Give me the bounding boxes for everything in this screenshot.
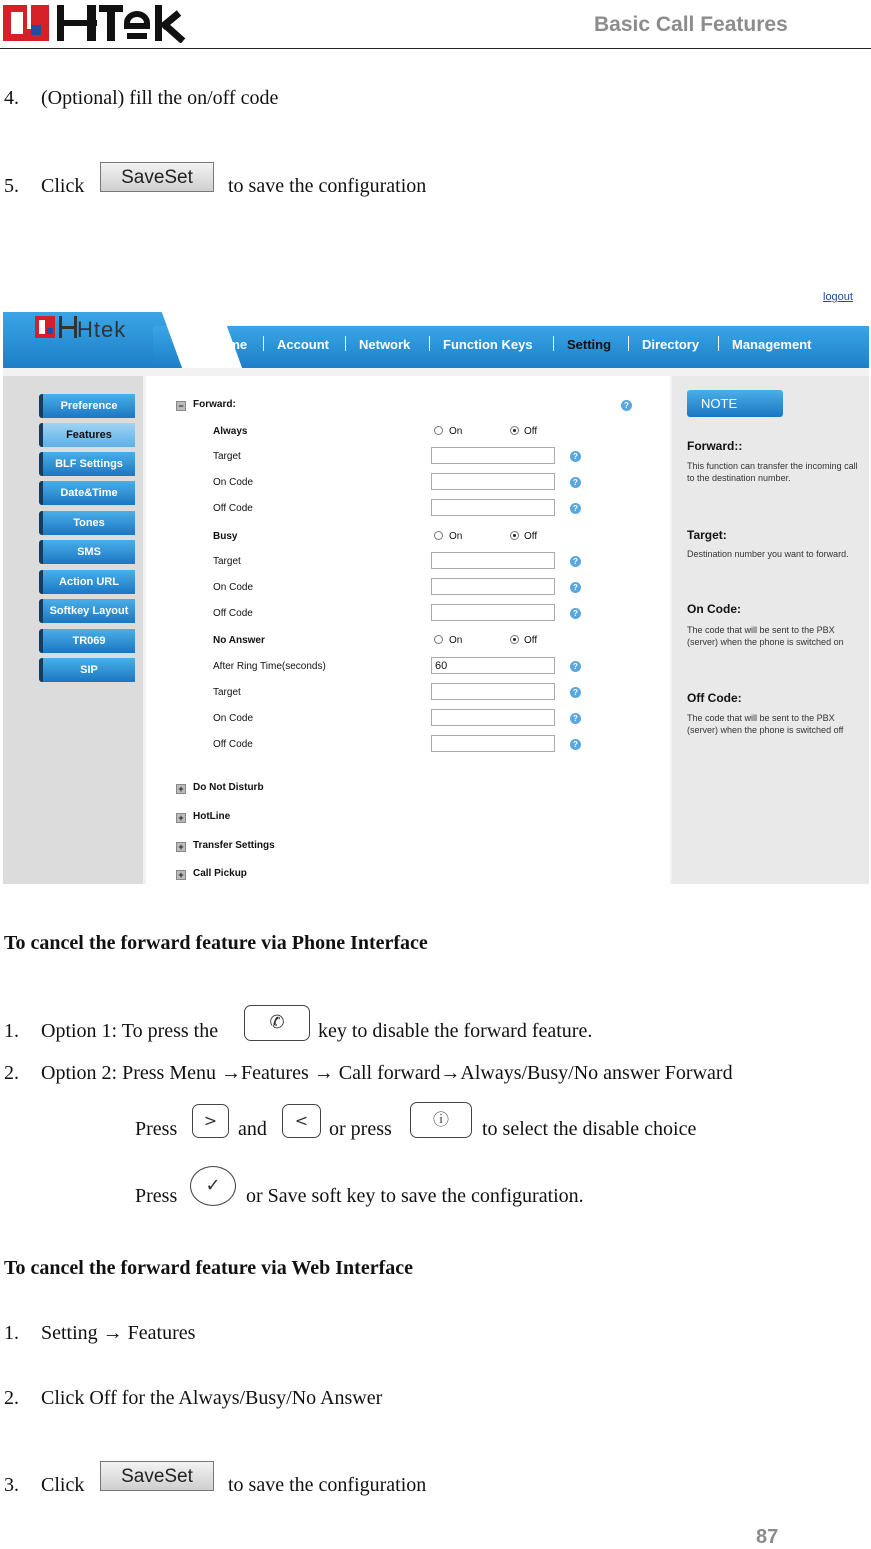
on-code-label: On Code — [213, 713, 254, 724]
always-on-radio[interactable] — [434, 426, 443, 435]
help-icon[interactable]: ? — [570, 739, 581, 750]
on-label: On — [449, 426, 463, 437]
help-icon[interactable]: ? — [621, 400, 632, 411]
busy-off-radio[interactable] — [510, 531, 519, 540]
help-icon[interactable]: ? — [570, 687, 581, 698]
sidebar-item-tr069[interactable]: TR069 — [39, 629, 135, 653]
sidebar-item-features[interactable]: Features — [39, 423, 135, 447]
save-text: or Save soft key to save the configuration. — [246, 1185, 584, 1207]
always-off-radio[interactable] — [510, 426, 519, 435]
note-button: NOTE — [687, 390, 783, 417]
forward-key-icon: ✆ — [244, 1005, 310, 1041]
busy-on-code-input[interactable] — [431, 578, 555, 595]
web-step-1-number: 1. — [4, 1322, 19, 1344]
nav-separator — [553, 336, 554, 351]
help-icon[interactable]: ? — [570, 608, 581, 619]
sidebar-item-softkey-layout[interactable]: Softkey Layout — [39, 599, 135, 623]
note-oncode-title: On Code: — [687, 602, 741, 616]
nav-separator — [429, 336, 430, 351]
ring-time-input[interactable]: 60 — [431, 657, 555, 674]
ok-key-icon: ✓ — [190, 1166, 236, 1206]
note-forward-title: Forward:: — [687, 439, 743, 453]
help-icon[interactable]: ? — [570, 556, 581, 567]
document-title: Basic Call Features — [594, 13, 788, 36]
nav-separator — [263, 336, 264, 351]
help-icon[interactable]: ? — [570, 503, 581, 514]
step-number: 5. — [4, 175, 19, 197]
no-answer-on-code-input[interactable] — [431, 709, 555, 726]
off-label: Off — [524, 426, 538, 437]
always-off-code-input[interactable] — [431, 499, 555, 516]
target-label: Target — [213, 451, 241, 462]
always-label: Always — [213, 426, 248, 437]
nav-setting[interactable]: Setting — [567, 337, 612, 352]
htek-logo — [3, 3, 193, 43]
ring-time-label: After Ring Time(seconds) — [213, 661, 326, 672]
web-step-3-click: Click — [41, 1474, 85, 1496]
and-label: and — [238, 1118, 267, 1140]
always-on-code-input[interactable] — [431, 473, 555, 490]
help-icon[interactable]: ? — [570, 477, 581, 488]
on-label: On — [449, 635, 463, 646]
nav-function-keys[interactable]: Function Keys — [443, 337, 533, 352]
saveset-button[interactable] — [100, 162, 214, 192]
press-label: Press — [135, 1185, 178, 1207]
phone-section-heading: To cancel the forward feature via Phone Interface — [4, 932, 428, 954]
nav-separator — [628, 336, 629, 351]
sidebar-item-tones[interactable]: Tones — [39, 511, 135, 535]
nav-network[interactable]: Network — [359, 337, 411, 352]
info-key-icon: ⓘ — [410, 1102, 472, 1138]
expand-icon[interactable]: + — [176, 870, 186, 880]
option-1-text: Option 1: To press the — [41, 1020, 219, 1042]
no-answer-off-code-input[interactable] — [431, 735, 555, 752]
expand-icon[interactable]: + — [176, 813, 186, 823]
option-1-number: 1. — [4, 1020, 19, 1042]
nav-account[interactable]: Account — [277, 337, 329, 352]
no-answer-label: No Answer — [213, 635, 265, 646]
nav-management[interactable]: Management — [732, 337, 812, 352]
nav-home[interactable]: Home — [211, 337, 248, 352]
page-number: 87 — [756, 1526, 779, 1548]
help-icon[interactable]: ? — [570, 661, 581, 672]
sidebar-item-preference[interactable]: Preference — [39, 394, 135, 418]
forward-header: Forward: — [193, 399, 236, 410]
saveset-label: SaveSet — [100, 1461, 214, 1491]
sidebar-item-sip[interactable]: SIP — [39, 658, 135, 682]
section-transfer-settings[interactable]: Transfer Settings — [193, 840, 275, 851]
left-arrow-key-icon: < — [282, 1104, 321, 1138]
off-code-label: Off Code — [213, 503, 253, 514]
section-do-not-disturb[interactable]: Do Not Disturb — [193, 782, 264, 793]
sidebar-item-blf-settings[interactable]: BLF Settings — [39, 452, 135, 476]
nav-separator — [718, 336, 719, 351]
busy-on-radio[interactable] — [434, 531, 443, 540]
busy-off-code-input[interactable] — [431, 604, 555, 621]
select-text: to select the disable choice — [482, 1118, 697, 1140]
right-arrow-key-icon: > — [192, 1104, 229, 1138]
web-step-1-text: Setting → Features — [41, 1322, 196, 1344]
no-answer-target-input[interactable] — [431, 683, 555, 700]
help-icon[interactable]: ? — [570, 713, 581, 724]
section-hotline[interactable]: HotLine — [193, 811, 231, 822]
note-oncode-text: The code that will be sent to the PBX (server) when the phone is switched on — [687, 625, 844, 647]
saveset-label: SaveSet — [100, 162, 214, 192]
step-text: to save the configuration — [228, 175, 427, 197]
section-call-pickup[interactable]: Call Pickup — [193, 868, 247, 879]
expand-icon[interactable]: + — [176, 842, 186, 852]
option-1-post: key to disable the forward feature. — [318, 1020, 593, 1042]
saveset-button[interactable] — [100, 1461, 214, 1491]
or-press-label: or press — [329, 1118, 392, 1140]
option-2-text: Option 2: Press Menu →Features → Call forward→Always/Busy/No answer Forward — [41, 1062, 733, 1084]
step-text: Click — [41, 175, 85, 197]
web-ui-screenshot — [3, 288, 869, 884]
web-step-3-number: 3. — [4, 1474, 19, 1496]
sidebar-item-sms[interactable]: SMS — [39, 540, 135, 564]
target-label: Target — [213, 556, 241, 567]
header-divider — [0, 48, 871, 49]
on-label: On — [449, 531, 463, 542]
note-target-title: Target: — [687, 528, 727, 542]
on-code-label: On Code — [213, 477, 254, 488]
step-4 — [4, 87, 279, 110]
web-step-2-text: Click Off for the Always/Busy/No Answer — [41, 1387, 383, 1409]
screenshot-logo-text: Htek — [77, 317, 127, 342]
off-code-label: Off Code — [213, 608, 253, 619]
sidebar-item-date-time[interactable]: Date&Time — [39, 481, 135, 505]
logout-link[interactable]: logout — [823, 291, 853, 303]
busy-target-input[interactable] — [431, 552, 555, 569]
press-label: Press — [135, 1118, 178, 1140]
off-code-label: Off Code — [213, 739, 253, 750]
note-offcode-title: Off Code: — [687, 691, 742, 705]
note-offcode-text: The code that will be sent to the PBX (server) when the phone is switched off — [687, 713, 844, 735]
nav-directory[interactable]: Directory — [642, 337, 700, 352]
web-step-3-text: to save the configuration — [228, 1474, 427, 1496]
target-label: Target — [213, 687, 241, 698]
no-answer-on-radio[interactable] — [434, 635, 443, 644]
note-forward-text: This function can transfer the incoming call to the destination number. — [687, 461, 858, 483]
web-step-2-number: 2. — [4, 1387, 19, 1409]
step-number: 4. — [4, 87, 19, 109]
on-code-label: On Code — [213, 582, 254, 593]
nav-separator — [345, 336, 346, 351]
sidebar-item-action-url[interactable]: Action URL — [39, 570, 135, 594]
expand-icon[interactable]: + — [176, 784, 186, 794]
no-answer-off-radio[interactable] — [510, 635, 519, 644]
web-section-heading: To cancel the forward feature via Web Interface — [4, 1257, 413, 1279]
screenshot-logo-icon — [35, 316, 53, 338]
step-text: (Optional) fill the on/off code — [41, 87, 279, 109]
off-label: Off — [524, 635, 538, 646]
collapse-icon[interactable]: − — [176, 401, 186, 411]
help-icon[interactable]: ? — [570, 451, 581, 462]
off-label: Off — [524, 531, 538, 542]
busy-label: Busy — [213, 531, 238, 542]
always-target-input[interactable] — [431, 447, 555, 464]
help-icon[interactable]: ? — [570, 582, 581, 593]
note-target-text: Destination number you want to forward. — [687, 549, 849, 559]
step-5 — [4, 175, 85, 198]
option-2-number: 2. — [4, 1062, 19, 1084]
